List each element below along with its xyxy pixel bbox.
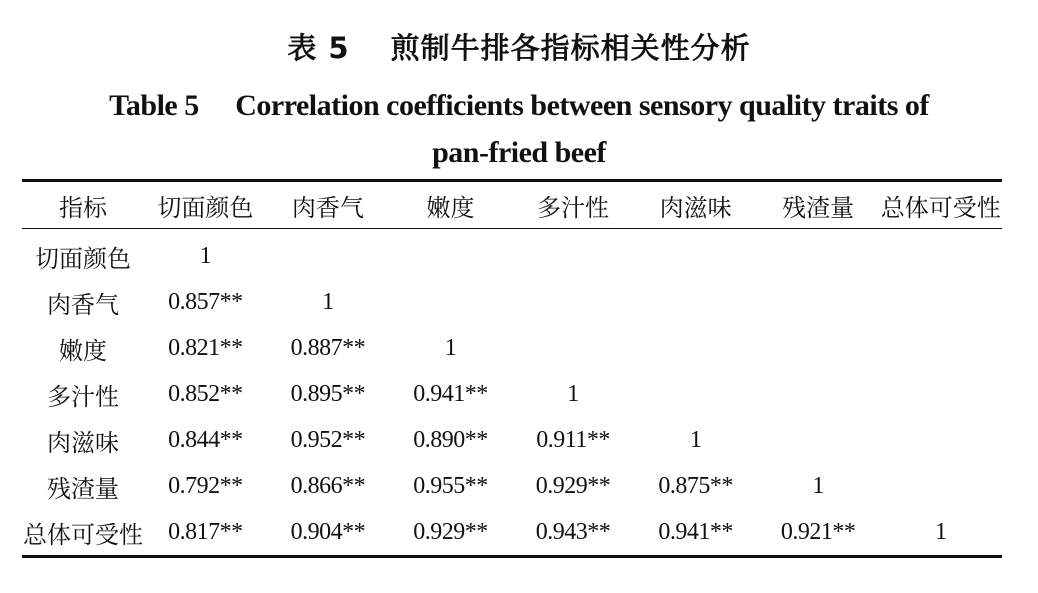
table-cell: 0.929** <box>413 518 488 545</box>
table-cell: 1 <box>322 288 334 315</box>
table-cell: 0.921** <box>780 518 856 545</box>
column-header-overall-acceptability: 总体可受性 <box>879 182 1002 229</box>
table-cell <box>757 229 880 280</box>
table-cell <box>634 279 757 325</box>
column-header-meat-aroma: 肉香气 <box>267 182 390 229</box>
table-row <box>22 325 1002 371</box>
table-cell: 1 <box>567 380 579 407</box>
table-cell <box>512 325 635 371</box>
table-cell <box>757 417 880 463</box>
table-cell: 0.895** <box>290 380 366 407</box>
table-cell <box>512 279 635 325</box>
row-label: 嫩度 <box>59 336 108 365</box>
table-row <box>22 509 1002 555</box>
table-cell: 0.792** <box>168 472 243 499</box>
table-cell: 0.857** <box>168 288 243 315</box>
table-row <box>22 229 1002 280</box>
row-label: 残渣量 <box>47 474 120 503</box>
table-title-english-line2: pan-fried beef <box>432 136 606 169</box>
table-cell: 1 <box>812 472 824 499</box>
table-cell: 0.929** <box>535 472 611 499</box>
column-header-juiciness: 多汁性 <box>512 182 635 229</box>
table-title-english-line1: Table 5 Correlation coefficients between sensory quality traits of <box>109 89 929 122</box>
table-cell: 0.911** <box>536 426 610 453</box>
table-cell <box>757 325 880 371</box>
table-cell: 0.904** <box>290 518 366 545</box>
table-row <box>22 417 1002 463</box>
table-cell: 0.866** <box>290 472 366 499</box>
table-title-chinese: 表 5 煎制牛排各指标相关性分析 <box>287 31 751 65</box>
table-cell: 0.941** <box>658 518 733 545</box>
column-header-meat-flavor: 肉滋味 <box>634 182 757 229</box>
column-header-cut-surface-color: 切面颜色 <box>144 182 267 229</box>
table-cell: 0.852** <box>168 380 243 407</box>
table-cell <box>512 229 635 280</box>
table-cell: 0.887** <box>290 334 366 361</box>
table-cell <box>267 229 390 280</box>
table-cell <box>634 325 757 371</box>
table-header <box>22 182 1002 229</box>
row-label: 多汁性 <box>47 382 120 411</box>
table-cell <box>879 463 1002 509</box>
column-header-tenderness: 嫩度 <box>389 182 512 229</box>
table-cell: 0.844** <box>168 426 243 453</box>
table-title-english <box>0 82 1038 176</box>
table-cell: 1 <box>689 426 702 453</box>
table-row <box>22 279 1002 325</box>
table-row <box>22 371 1002 417</box>
table-cell: 1 <box>444 334 457 361</box>
table-cell <box>389 279 512 325</box>
table-cell <box>757 279 880 325</box>
table-cell <box>879 417 1002 463</box>
table-cell: 0.821** <box>168 334 243 361</box>
column-header-indicator: 指标 <box>22 182 144 229</box>
table-cell <box>757 371 880 417</box>
table-cell <box>879 371 1002 417</box>
table-cell <box>389 229 512 280</box>
table-cell: 0.890** <box>413 426 488 453</box>
table-cell <box>634 229 757 280</box>
row-label: 肉滋味 <box>47 428 120 457</box>
table-cell: 0.875** <box>658 472 733 499</box>
table-cell: 0.955** <box>413 472 488 499</box>
table-cell <box>879 229 1002 280</box>
table-cell: 0.943** <box>535 518 611 545</box>
table-row <box>22 463 1002 509</box>
table-cell: 1 <box>199 242 212 269</box>
header-row <box>22 182 1002 229</box>
column-header-residue: 残渣量 <box>757 182 880 229</box>
table-cell: 0.952** <box>290 426 366 453</box>
row-label: 肉香气 <box>47 290 120 319</box>
row-label: 总体可受性 <box>23 520 144 549</box>
table-cell <box>879 279 1002 325</box>
table-cell: 1 <box>934 518 947 545</box>
table-cell <box>634 371 757 417</box>
table-cell <box>879 325 1002 371</box>
table-body <box>22 229 1002 556</box>
table-cell: 0.817** <box>168 518 243 545</box>
correlation-table <box>22 182 1002 555</box>
table-cell: 0.941** <box>413 380 488 407</box>
row-label: 切面颜色 <box>35 244 132 273</box>
correlation-table-container <box>22 179 1002 558</box>
